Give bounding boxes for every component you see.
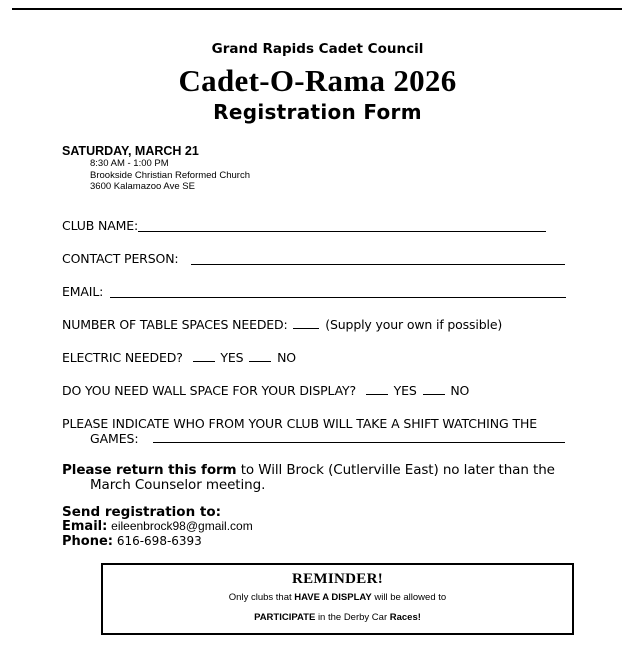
- club-name-field: [62, 218, 138, 233]
- event-details: [62, 144, 250, 193]
- council-name: Grand Rapids Cadet Council: [211, 41, 424, 57]
- return-bold: Please return this form: [62, 462, 237, 478]
- send-email-label: Email:: [62, 519, 108, 534]
- shift-input-line[interactable]: [153, 442, 565, 443]
- send-registration: [62, 505, 253, 549]
- send-email-value: eileenbrock98@gmail.com: [111, 519, 253, 533]
- wall-space-yes-blank[interactable]: [366, 383, 388, 395]
- contact-person-label: CONTACT PERSON:: [62, 251, 179, 266]
- page-subtitle: Registration Form: [213, 100, 422, 124]
- wall-space-yes-label: YES: [393, 383, 417, 398]
- reminder-line2: [103, 608, 572, 628]
- email-label: EMAIL:: [62, 284, 104, 299]
- contact-person-input-line[interactable]: [191, 264, 565, 265]
- reminder-line1-post: will be allowed to: [374, 592, 447, 603]
- send-phone-label: Phone:: [62, 534, 113, 549]
- electric-yes-label: YES: [220, 350, 244, 365]
- email-field: [62, 284, 103, 299]
- club-name-input-line[interactable]: [138, 231, 546, 232]
- electric-label: ELECTRIC NEEDED?: [62, 350, 183, 365]
- table-spaces-note: (Supply your own if possible): [325, 317, 503, 332]
- reminder-line1: [103, 588, 572, 608]
- shift-question-line2: [62, 431, 607, 446]
- event-date: SATURDAY, MARCH 21: [62, 144, 199, 158]
- return-rest: to Will Brock (Cutlerville East) no later than the: [240, 462, 555, 478]
- contact-person-field: [62, 251, 178, 266]
- wall-space-label: DO YOU NEED WALL SPACE FOR YOUR DISPLAY?: [62, 383, 357, 398]
- page-title: Cadet-O-Rama 2026: [178, 63, 457, 98]
- table-spaces-label: NUMBER OF TABLE SPACES NEEDED:: [62, 317, 288, 332]
- shift-games-label: GAMES:: [90, 431, 139, 446]
- reminder-line2-mid: in the Derby Car: [317, 612, 388, 623]
- return-instructions: [62, 463, 607, 493]
- electric-no-blank[interactable]: [249, 350, 271, 362]
- send-email-row: [62, 519, 253, 534]
- top-divider: [12, 8, 622, 10]
- return-line2: March Counselor meeting.: [90, 477, 266, 493]
- wall-space-no-label: NO: [450, 383, 470, 398]
- electric-field: [62, 350, 296, 365]
- event-address: 3600 Kalamazoo Ave SE: [90, 181, 195, 192]
- reminder-line2-bold1: PARTICIPATE: [254, 612, 316, 623]
- electric-yes-blank[interactable]: [193, 350, 215, 362]
- table-spaces-field: [62, 317, 502, 332]
- wall-space-no-blank[interactable]: [423, 383, 445, 395]
- shift-question-line1: PLEASE INDICATE WHO FROM YOUR CLUB WILL TAKE A SHIFT WATCHING THE: [62, 416, 538, 431]
- reminder-line2-bold2: Races!: [389, 612, 421, 623]
- reminder-line1-bold: HAVE A DISPLAY: [294, 592, 372, 603]
- return-line1: [62, 463, 607, 478]
- electric-no-label: NO: [277, 350, 296, 365]
- email-input-line[interactable]: [110, 297, 566, 298]
- table-spaces-input-line[interactable]: [293, 317, 319, 329]
- reminder-line1-pre: Only clubs that: [228, 592, 292, 603]
- send-phone-value: 616-698-6393: [116, 534, 202, 548]
- event-time: 8:30 AM - 1:00 PM: [90, 158, 169, 169]
- send-phone-row: [62, 534, 253, 549]
- event-venue: Brookside Christian Reformed Church: [90, 169, 250, 181]
- reminder-box: [101, 563, 574, 635]
- wall-space-field: [62, 383, 469, 398]
- send-heading: Send registration to:: [62, 504, 222, 520]
- club-name-label: CLUB NAME:: [62, 218, 139, 233]
- reminder-title: REMINDER!: [291, 571, 384, 587]
